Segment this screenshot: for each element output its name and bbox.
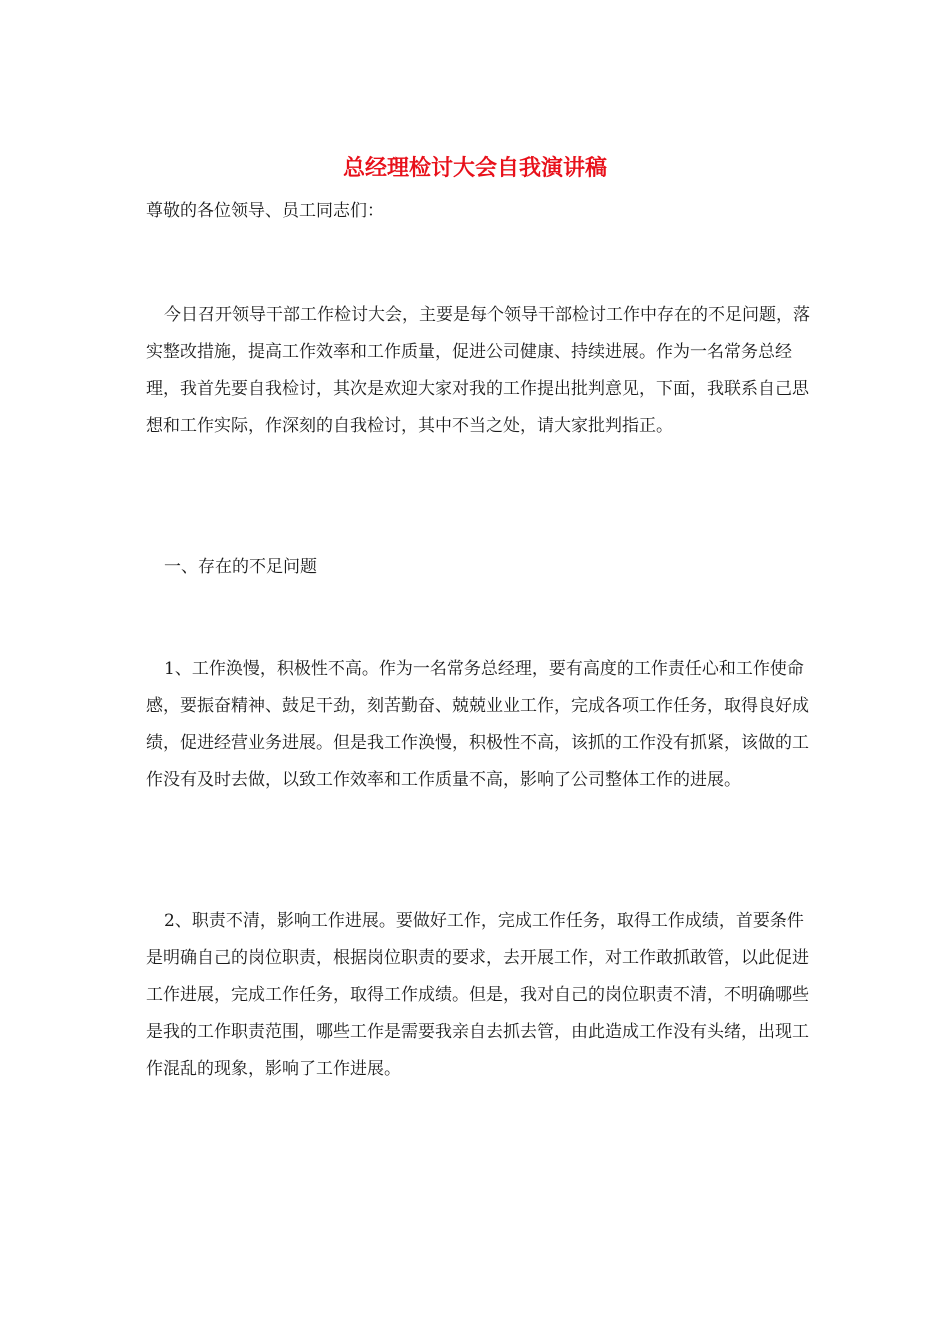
item-paragraph-2: 2、职责不清，影响工作进展。要做好工作，完成工作任务，取得工作成绩，首要条件是明确自己的岗位职责，根据岗位职责的要求，去开展工作，对工作敢抓敢管，以此促进工作进展，完成工作任务，取得工作成绩。但是，我对自己的岗位职责不清，不明确哪些是我的工作职责范围，哪些工作是需要我亲自去抓去管，由此造成工作没有头绪，出现工作混乱的现象，影响了工作进展。 xyxy=(146,911,809,1079)
document-title: 总经理检讨大会自我演讲稿 xyxy=(342,155,607,181)
section-heading: 一、存在的不足问题 xyxy=(164,557,317,577)
item-paragraph-1: 1、工作涣慢，积极性不高。作为一名常务总经理，要有高度的工作责任心和工作使命感，要振奋精神、鼓足干劲，刻苦勤奋、兢兢业业工作，完成各项工作任务，取得良好成绩，促进经营业务进展。但是我工作涣慢，积极性不高，该抓的工作没有抓紧，该做的工作没有及时去做，以致工作效率和工作质量不高，影响了公司整体工作的进展。 xyxy=(146,659,809,790)
intro-paragraph: 今日召开领导干部工作检讨大会，主要是每个领导干部检讨工作中存在的不足问题，落实整改措施，提高工作效率和工作质量，促进公司健康、持续进展。作为一名常务总经理，我首先要自我检讨，其次是欢迎大家对我的工作提出批判意见，下面，我联系自己思想和工作实际，作深刻的自我检讨，其中不当之处，请大家批判指正。 xyxy=(146,305,810,436)
salutation: 尊敬的各位领导、员工同志们： xyxy=(146,201,384,221)
